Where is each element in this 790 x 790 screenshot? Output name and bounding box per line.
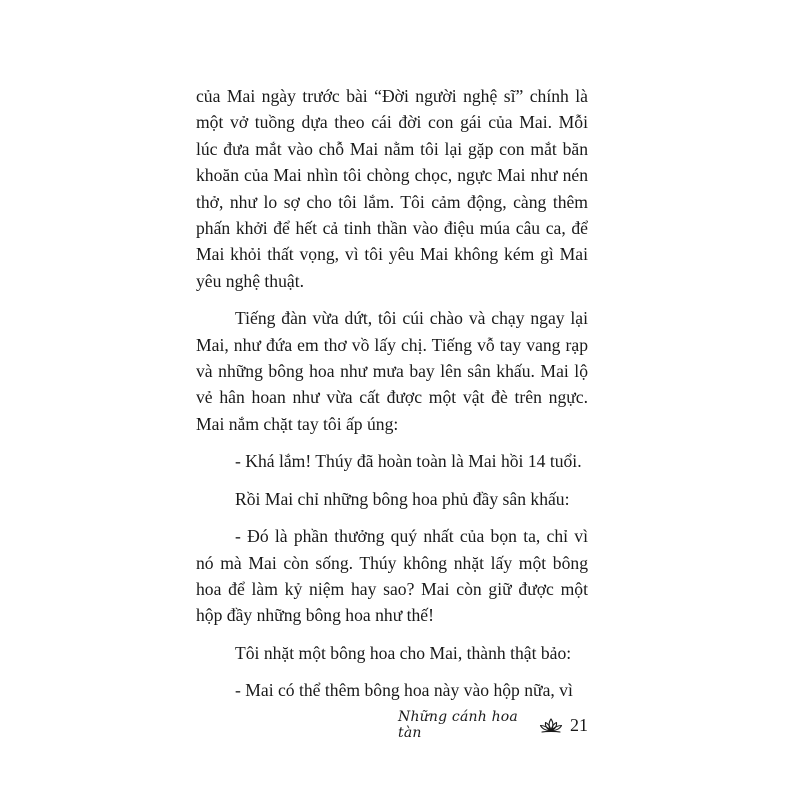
paragraph: - Mai có thể thêm bông hoa này vào hộp nữa, vì xyxy=(235,680,573,701)
page-number: 21 xyxy=(570,714,588,735)
paragraph: - Khá lắm! Thúy đã hoàn toàn là Mai hồi 14 tuổi. xyxy=(235,451,582,472)
paragraph: của Mai ngày trước bài “Đời người nghệ sĩ” chính là một vở tuồng dựa theo cái đời con gái của Mai. Mỗi lúc đưa mắt vào chỗ Mai nằm tôi lại gặp con mắt băn khoăn của Mai nhìn tôi chòng chọc, ngực Mai như nén thở, như lo sợ cho tôi lắm. Tôi cảm động, càng thêm phấn khởi để hết cả tinh thần vào điệu múa câu ca, để Mai khỏi thất vọng, vì tôi yêu Mai không kém gì Mai yêu nghệ thuật. xyxy=(196,86,588,291)
book-title: Những cánh hoa tàn xyxy=(398,709,518,741)
page-footer xyxy=(398,710,588,740)
page-text xyxy=(196,83,588,715)
paragraph: - Đó là phần thưởng quý nhất của bọn ta, chỉ vì nó mà Mai còn sống. Thúy không nhặt lấy một bông hoa để làm kỷ niệm hay sao? Mai còn giữ được một hộp đầy những bông hoa như thế! xyxy=(196,526,588,626)
paragraph: Tiếng đàn vừa dứt, tôi cúi chào và chạy ngay lại Mai, như đứa em thơ vồ lấy chị. Tiếng vỗ tay vang rạp và những bông hoa như mưa bay lên sân khấu. Mai lộ vẻ hân hoan như vừa cất được một vật đè trên ngực. Mai nắm chặt tay tôi ấp úng: xyxy=(196,308,588,434)
lotus-icon xyxy=(538,716,564,734)
paragraph: Rồi Mai chỉ những bông hoa phủ đầy sân khấu: xyxy=(235,488,570,509)
paragraph: Tôi nhặt một bông hoa cho Mai, thành thật bảo: xyxy=(235,642,572,663)
